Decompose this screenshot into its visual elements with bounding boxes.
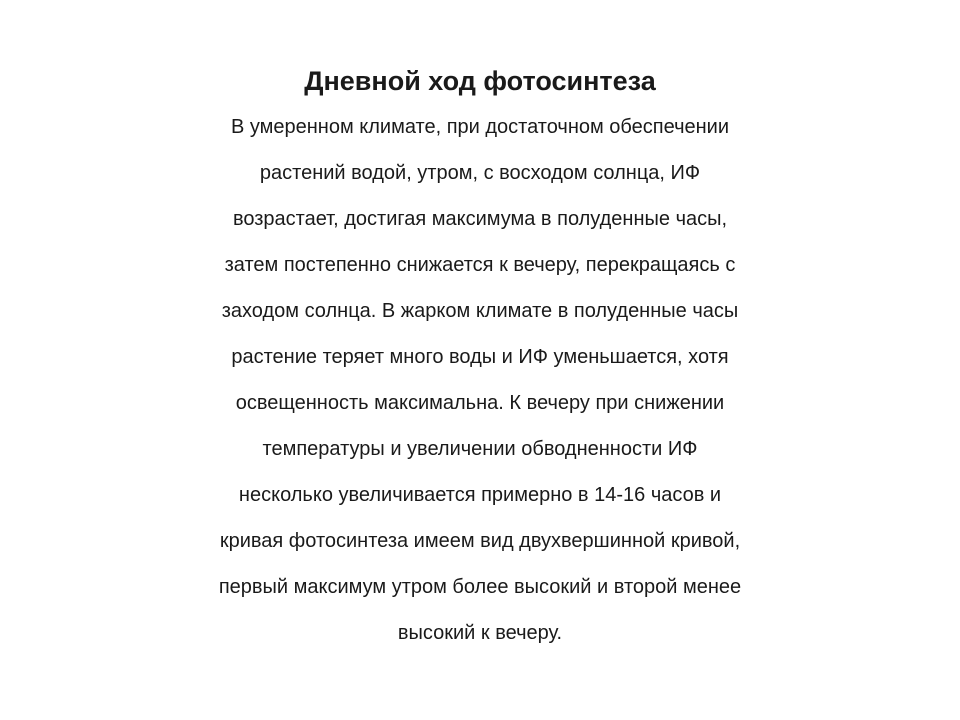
body-line: заходом солнца. В жарком климате в полуденные часы	[221, 300, 739, 322]
body-line: возрастает, достигая максимума в полуденные часы,	[232, 208, 728, 230]
slide-content	[6, 58, 954, 656]
slide-title: Дневной ход фотосинтеза	[304, 66, 656, 96]
body-line: В умеренном климате, при достаточном обеспечении	[230, 116, 730, 138]
body-line: кривая фотосинтеза имеем вид двухвершинной кривой,	[219, 530, 741, 552]
body-line: несколько увеличивается примерно в 14-16 часов и	[238, 484, 722, 506]
body-line: первый максимум утром более высокий и второй менее	[218, 576, 742, 598]
slide-body-text	[6, 104, 954, 656]
body-line: затем постепенно снижается к вечеру, перекращаясь с	[224, 254, 736, 276]
body-line: растение теряет много воды и ИФ уменьшается, хотя	[231, 346, 729, 368]
body-line: растений водой, утром, с восходом солнца, ИФ	[259, 162, 701, 184]
body-line: температуры и увеличении обводненности ИФ	[262, 438, 698, 460]
body-line: освещенность максимальна. К вечеру при снижении	[235, 392, 725, 414]
body-line: высокий к вечеру.	[397, 622, 563, 644]
